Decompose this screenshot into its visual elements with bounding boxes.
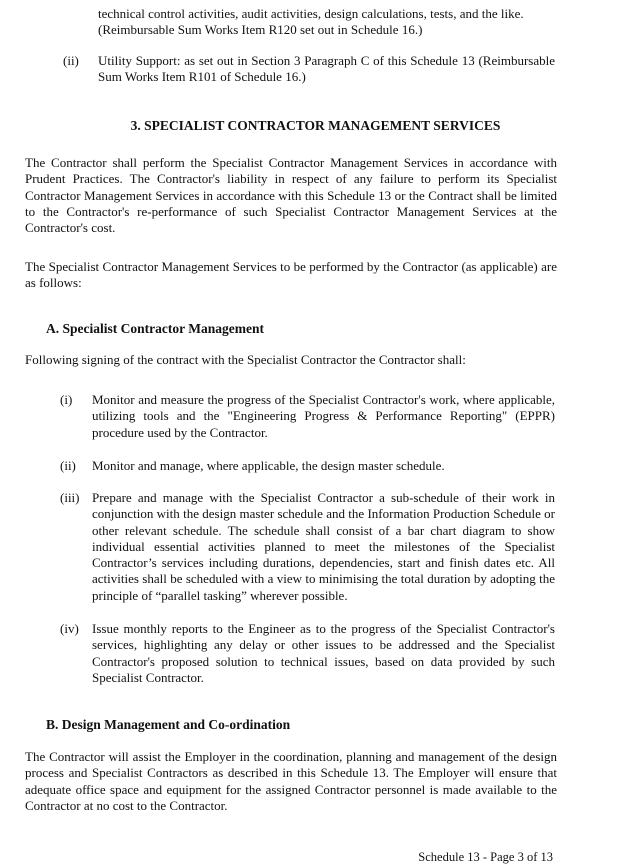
subsection-b-heading: B. Design Management and Co-ordination <box>46 717 291 732</box>
subsection-b-paragraph: The Contractor will assist the Employer in the coordination, planning and management of the design process and Specialist Contractors as described in this Schedule 13. The Employer will ensure that adequate office space and equipment for the assigned Contractor personnel is made available to the Contractor at no cost to the Contractor. <box>25 749 557 813</box>
list-item-number: (i) <box>60 392 73 407</box>
list-item-utility-support <box>63 53 555 87</box>
list-item-text: Monitor and manage, where applicable, the design master schedule. <box>92 458 445 473</box>
list-item-number: (ii) <box>63 53 79 68</box>
list-item-number: (iv) <box>60 621 79 636</box>
section-paragraph-1: The Contractor shall perform the Specialist Contractor Management Services in accordance with Prudent Practices. The Contractor's liability in respect of any failure to perform its Specialist Contractor Management Services in accordance with this Schedule 13 or the Contract shall be limited to the Contractor's re-performance of such Specialist Contractor Management Services at the Contractor's cost. <box>25 155 557 236</box>
section-paragraph-2: The Specialist Contractor Management Services to be performed by the Contractor (as applicable) are as follows: <box>25 259 557 291</box>
subsection-a-intro: Following signing of the contract with the Specialist Contractor the Contractor shall: <box>25 352 466 367</box>
list-item-a-4 <box>60 621 555 687</box>
top-continuation <box>98 6 558 39</box>
top-continuation-line-2: (Reimbursable Sum Works Item R120 set out in Schedule 16.) <box>98 22 423 38</box>
list-item-a-1 <box>60 392 555 442</box>
subsection-a-heading: A. Specialist Contractor Management <box>46 321 264 336</box>
list-item-text: Prepare and manage with the Specialist Contractor a sub-schedule of their work in conjunction with the design master schedule and the Information Production Schedule or other relevant schedule. The schedule shall consist of a bar chart diagram to show individual essential activities planned to meet the milestones of the Specialist Contractor’s services including durations, dependencies, start and finish dates etc. All activities shall be scheduled with a view to minimising the total duration by adopting the principle of “parallel tasking” wherever possible. <box>92 490 555 603</box>
list-item-number: (ii) <box>60 458 76 473</box>
list-item-text: Issue monthly reports to the Engineer as to the progress of the Specialist Contractor's services, highlighting any delay or other issues to be addressed and the Specialist Contractor's proposed solution to technical issues, based on data provided by such Specialist Contractor. <box>92 621 555 685</box>
section-heading: 3. SPECIALIST CONTRACTOR MANAGEMENT SERVICES <box>130 118 501 133</box>
list-item-a-3 <box>60 490 555 605</box>
list-item-text: Utility Support: as set out in Section 3 Paragraph C of this Schedule 13 (Reimbursable Sum Works Item R101 of Schedule 16.) <box>98 53 555 85</box>
list-item-a-2 <box>60 458 555 476</box>
top-continuation-line-1: technical control activities, audit activities, design calculations, tests, and the like. <box>98 6 524 21</box>
list-item-text: Monitor and measure the progress of the Specialist Contractor's work, where applicable, utilizing tools and the "Engineering Progress & Performance Reporting" (EPPR) procedure used by the Contractor. <box>92 392 555 440</box>
page-footer: Schedule 13 - Page 3 of 13 <box>418 850 553 864</box>
list-item-number: (iii) <box>60 490 80 505</box>
